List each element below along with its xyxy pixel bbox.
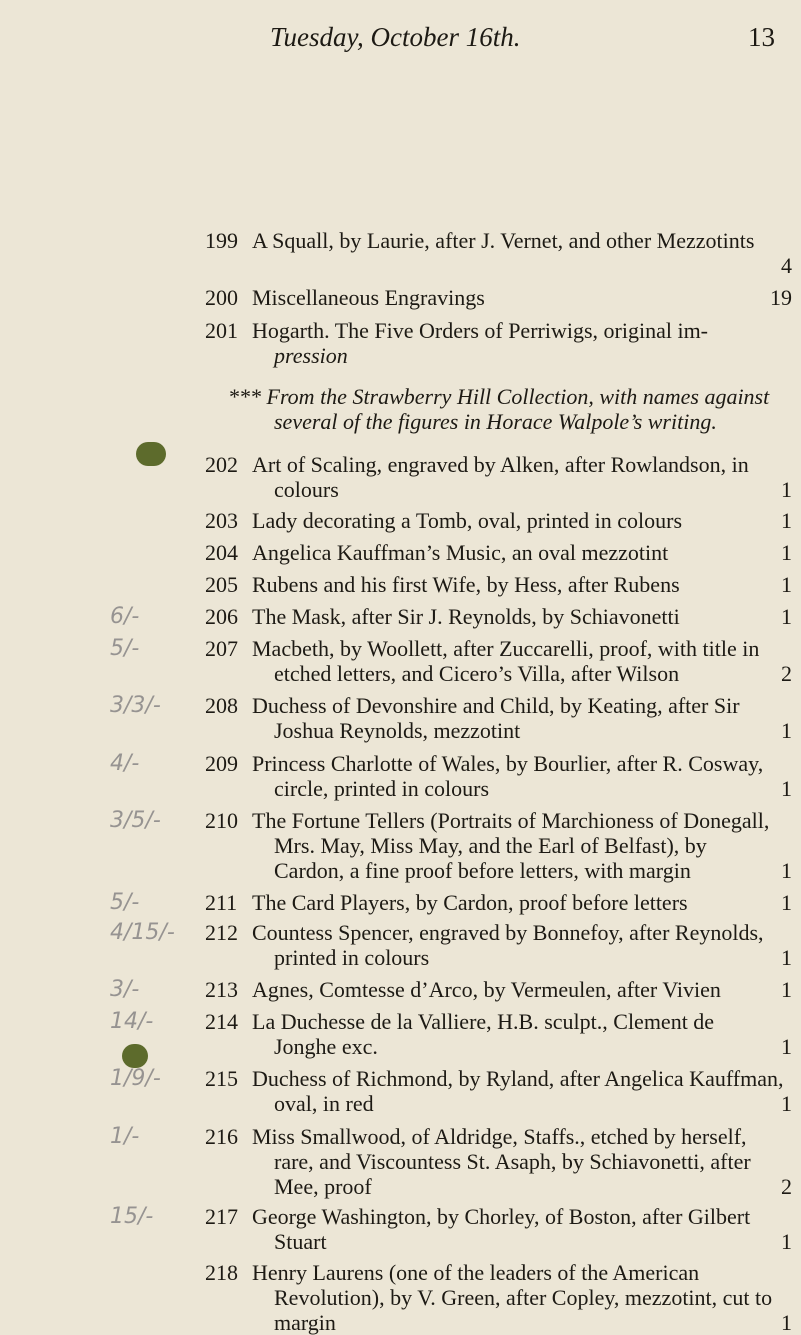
margin-annotation: 5/- [110,890,140,915]
lot-text: Princess Charlotte of Wales, by Bourlier, after R. Cosway, [252,751,764,776]
lot-text-line [252,920,792,945]
page-header [0,22,801,52]
lot-text: La Duchesse de la Valliere, H.B. sculpt., Clement de [252,1009,715,1034]
lot-text: oval, in red [274,1091,374,1116]
lot-text-line [252,751,792,776]
lot-description [252,636,792,686]
lot-number: 206 [205,604,238,629]
lot-number: 208 [205,693,238,718]
lot-quantity: 1 [781,977,792,1002]
lot-number: 200 [205,285,238,310]
lot-quantity: 1 [781,945,792,970]
lot-text-line [252,604,792,629]
lot-quantity: 1 [781,604,792,629]
lot-text-line [252,1285,792,1310]
lot-text: The Mask, after Sir J. Reynolds, by Schiavonetti [252,604,680,629]
lot-description [252,1260,792,1335]
lot-text: Revolution), by V. Green, after Copley, mezzotint, cut to [274,1285,773,1310]
lot-number: 213 [205,977,238,1002]
lot-number: 201 [205,318,238,343]
lot-text: colours [274,477,339,502]
lot-quantity: 1 [781,540,792,565]
lot-text-line [252,858,792,883]
lot-text-line [252,1174,792,1199]
lot-number: 209 [205,751,238,776]
margin-annotation: 4/15/- [110,920,175,945]
lot-text: The Card Players, by Cardon, proof before letters [252,890,688,915]
lot-quantity: 19 [770,285,792,310]
lot-description [252,1204,792,1254]
lot-quantity: 1 [781,1229,792,1254]
lot-number: 205 [205,572,238,597]
margin-annotation: 5/- [110,636,140,661]
lot-description [252,751,792,801]
lot-text: Macbeth, by Woollett, after Zuccarelli, proof, with title in [252,636,760,661]
lot-text-line: pression [274,343,348,368]
lot-text-line [252,977,792,1002]
lot-quantity: 2 [781,1174,792,1199]
lot-text: Agnes, Comtesse d’Arco, by Vermeulen, after Vivien [252,977,721,1002]
lot-quantity: 4 [781,253,792,278]
lot-text-line [252,661,792,686]
lot-text-line [252,1091,792,1116]
lot-number: 214 [205,1009,238,1034]
lot-description [252,540,792,565]
page-number: 13 [748,22,775,52]
lot-text: Miss Smallwood, of Aldridge, Staffs., etched by herself, [252,1124,747,1149]
margin-annotation: 6/- [110,604,140,629]
margin-annotation: 3/- [110,977,140,1002]
lot-text-line: A Squall, by Laurie, after J. Vernet, and other Mezzotints [252,228,755,253]
lot-quantity: 1 [781,477,792,502]
lot-description [252,452,792,502]
note-line: several of the figures in Horace Walpole’s writing. [274,409,717,434]
margin-annotation: 14/- [110,1009,154,1034]
lot-text-line: Hogarth. The Five Orders of Perriwigs, original im- [252,318,709,343]
lot-text: Stuart [274,1229,327,1254]
lot-text-line [252,833,792,858]
lot-description [252,318,792,368]
collection-note [228,384,788,434]
lot-description [252,1066,792,1116]
lot-number: 216 [205,1124,238,1149]
lot-text: George Washington, by Chorley, of Boston, after Gilbert [252,1204,751,1229]
lot-description [252,285,792,310]
lot-text: Henry Laurens (one of the leaders of the American [252,1260,700,1285]
lot-number: 199 [205,228,238,253]
lot-description [252,508,792,533]
lot-quantity: 1 [781,890,792,915]
lot-text: Art of Scaling, engraved by Alken, after Rowlandson, in [252,452,749,477]
lot-quantity: 1 [781,1091,792,1116]
lot-quantity: 1 [781,572,792,597]
lot-description [252,604,792,629]
lot-text-line [252,945,792,970]
lot-description [252,1009,792,1059]
lot-text: margin [274,1310,336,1335]
note-line: *** From the Strawberry Hill Collection, with names against [228,384,770,409]
ink-mark [122,1044,148,1068]
lot-text-line [252,1124,792,1149]
lot-text: printed in colours [274,945,430,970]
lot-number: 215 [205,1066,238,1091]
margin-annotation: 3/5/- [110,808,161,833]
lot-text: Joshua Reynolds, mezzotint [274,718,521,743]
margin-annotation: 3/3/- [110,693,161,718]
lot-text-line [252,1204,792,1229]
lot-text-line [252,1310,792,1335]
ink-mark [136,442,166,466]
lot-description [252,228,792,278]
lot-number: 212 [205,920,238,945]
lot-number: 204 [205,540,238,565]
lot-text: etched letters, and Cicero’s Villa, after Wilson [274,661,680,686]
lot-text: Duchess of Richmond, by Ryland, after Angelica Kauffman, [252,1066,784,1091]
lot-number: 210 [205,808,238,833]
lot-description [252,1124,792,1199]
lot-text-line [252,890,792,915]
lot-text-line [252,1149,792,1174]
lot-text-line [252,1009,792,1034]
lot-number: 202 [205,452,238,477]
lot-text-line [252,1066,792,1091]
lot-number: 217 [205,1204,238,1229]
lot-text: circle, printed in colours [274,776,490,801]
lot-description [252,808,792,883]
margin-annotation: 4/- [110,751,140,776]
lot-number: 211 [205,890,238,915]
lot-quantity: 1 [781,1310,792,1335]
page-title: Tuesday, October 16th. [270,22,521,52]
lot-text-line [252,636,792,661]
lot-text-line [252,1034,792,1059]
lot-text: The Fortune Tellers (Portraits of Marchioness of Donegall, [252,808,770,833]
lot-text: Duchess of Devonshire and Child, by Keating, after Sir [252,693,740,718]
lot-text-line [252,540,792,565]
lot-quantity: 2 [781,661,792,686]
lot-text-line [252,508,792,533]
lot-text: Countess Spencer, engraved by Bonnefoy, after Reynolds, [252,920,764,945]
lot-text: Mee, proof [274,1174,372,1199]
lot-text-line [252,808,792,833]
lot-quantity: 1 [781,508,792,533]
lot-number: 218 [205,1260,238,1285]
lot-text-line [252,477,792,502]
lot-description [252,890,792,915]
lot-description [252,977,792,1002]
lot-text-line [252,776,792,801]
lot-text: Mrs. May, Miss May, and the Earl of Belfast), by [274,833,707,858]
lot-quantity: 1 [781,718,792,743]
lot-number: 207 [205,636,238,661]
lot-text: rare, and Viscountess St. Asaph, by Schiavonetti, after [274,1149,751,1174]
lot-text-line [252,1260,792,1285]
lot-quantity: 1 [781,776,792,801]
lot-description [252,572,792,597]
lot-text: Angelica Kauffman’s Music, an oval mezzotint [252,540,669,565]
lot-text: Cardon, a fine proof before letters, with margin [274,858,691,883]
lot-text: Jonghe exc. [274,1034,378,1059]
lot-quantity: 1 [781,858,792,883]
lot-text-line [252,572,792,597]
lot-text-line [252,1229,792,1254]
margin-annotation: 1/- [110,1124,140,1149]
lot-text-line [252,693,792,718]
lot-text: Lady decorating a Tomb, oval, printed in colours [252,508,682,533]
lot-text: Rubens and his first Wife, by Hess, after Rubens [252,572,680,597]
lot-description [252,693,792,743]
margin-annotation: 15/- [110,1204,154,1229]
lot-text-line [252,718,792,743]
lot-text-line: Miscellaneous Engravings [252,285,485,310]
lot-description [252,920,792,970]
margin-annotation: 1/9/- [110,1066,161,1091]
lot-text-line [252,452,792,477]
lot-number: 203 [205,508,238,533]
lot-quantity: 1 [781,1034,792,1059]
